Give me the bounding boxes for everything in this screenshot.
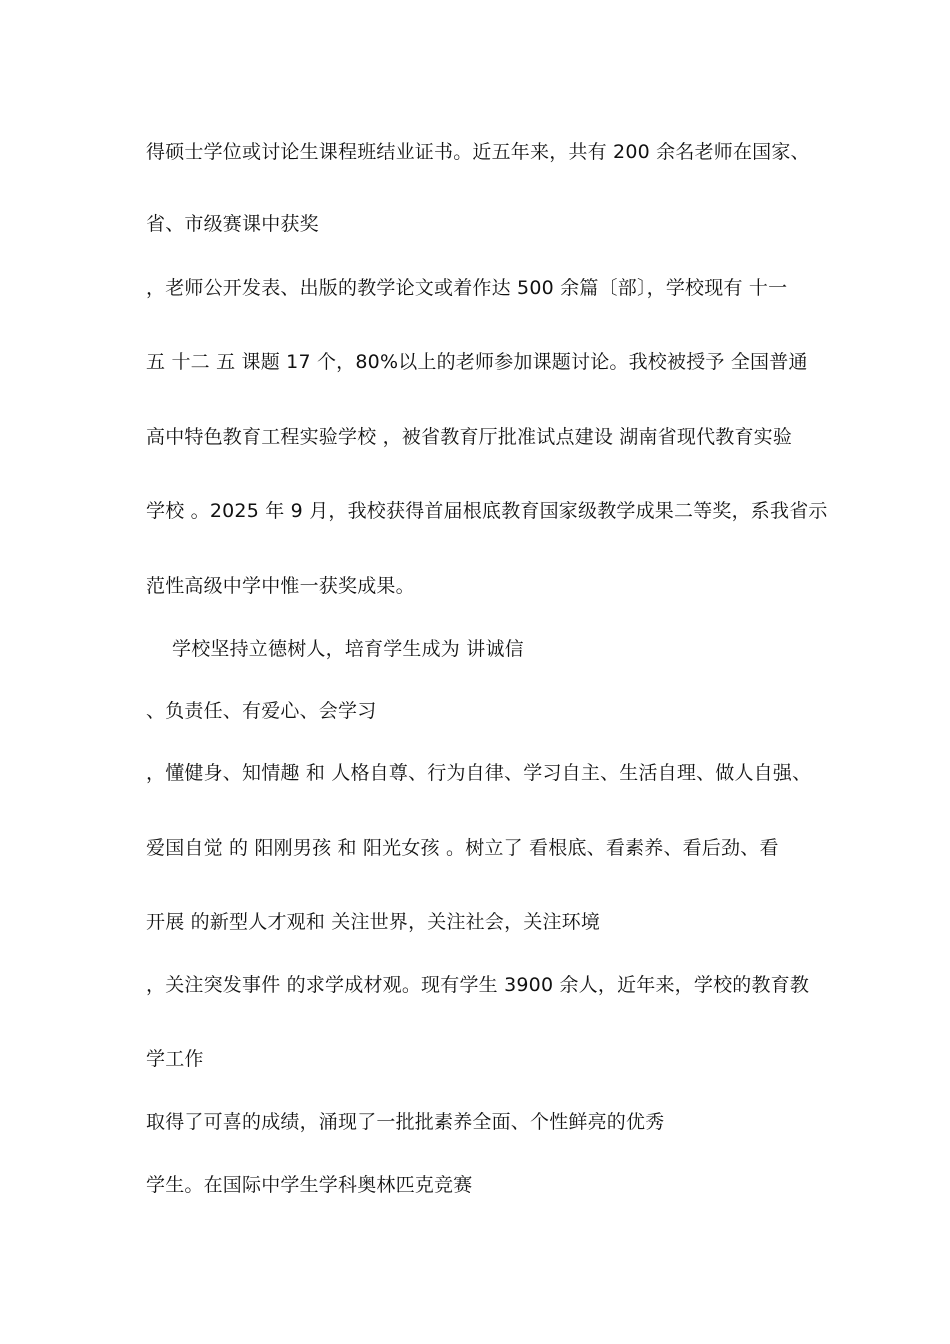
text-line: 爱国自觉 的 阳刚男孩 和 阳光女孩 。树立了 看根底、看素养、看后劲、看 <box>146 837 779 859</box>
text-line: 省、市级赛课中获奖 <box>146 213 319 235</box>
text-line: 得硕士学位或讨论生课程班结业证书。近五年来，共有 200 余名老师在国家、 <box>146 141 810 163</box>
text-line: 高中特色教育工程实验学校 ，被省教育厅批准试点建设 湖南省现代教育实验 <box>146 426 793 448</box>
text-line: 学校 。2025 年 9 月，我校获得首届根底教育国家级教学成果二等奖，系我省示 <box>146 500 828 522</box>
paragraph-start-line: 学校坚持立德树人，培育学生成为 讲诚信 <box>172 638 524 660</box>
text-line: 学工作 <box>146 1048 204 1070</box>
text-line: 开展 的新型人才观和 关注世界，关注社会，关注环境 <box>146 911 601 933</box>
text-line: 范性高级中学中惟一获奖成果。 <box>146 575 415 597</box>
text-line: 取得了可喜的成绩，涌现了一批批素养全面、个性鲜亮的优秀 <box>146 1111 665 1133</box>
text-line: ，老师公开发表、出版的教学论文或着作达 500 余篇〔部〕，学校现有 十一 <box>146 277 788 299</box>
text-line: 五 十二 五 课题 17 个，80%以上的老师参加课题讨论。我校被授予 全国普通 <box>146 351 808 373</box>
text-line: ，懂健身、知情趣 和 人格自尊、行为自律、学习自主、生活自理、做人自强、 <box>146 762 812 784</box>
text-line: 、负责任、有爱心、会学习 <box>146 700 377 722</box>
text-line: 学生。在国际中学生学科奥林匹克竞赛 <box>146 1174 473 1196</box>
text-line: ，关注突发事件 的求学成材观。现有学生 3900 余人，近年来，学校的教育教 <box>146 974 810 996</box>
